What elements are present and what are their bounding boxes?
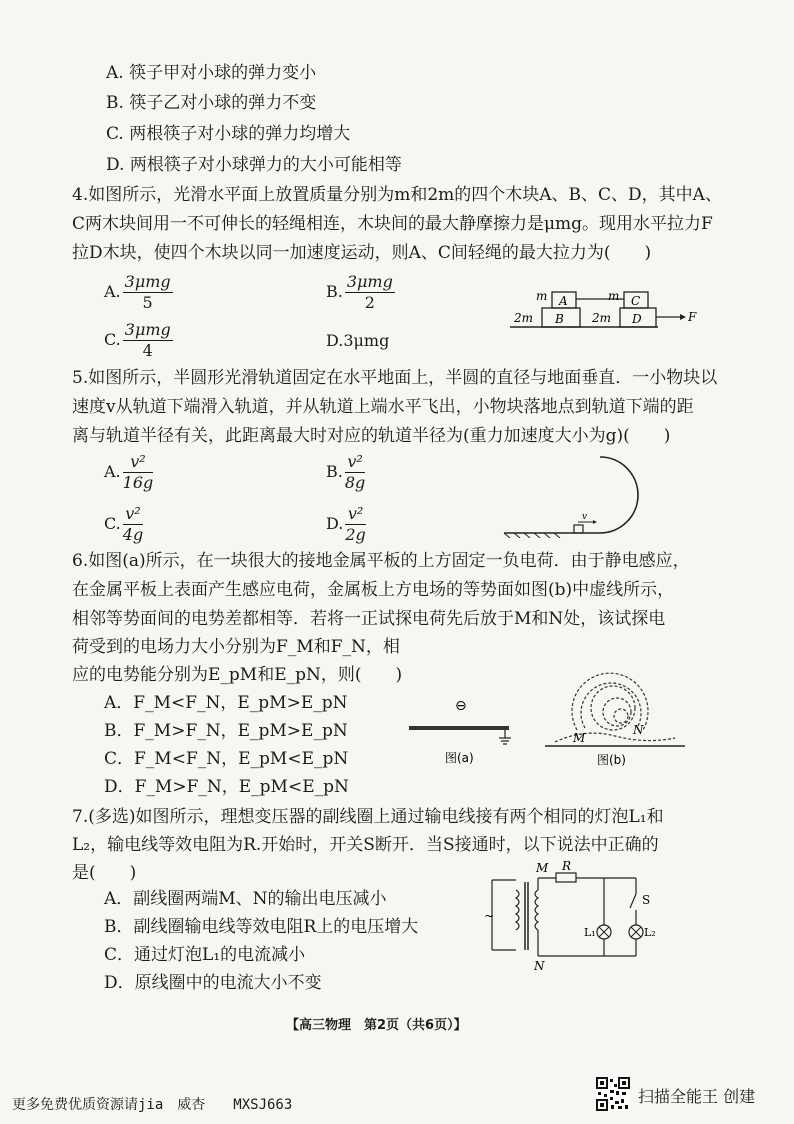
q7-label-l2: L₂	[644, 926, 656, 939]
q5-option-d-den: 2g	[345, 525, 366, 544]
q4-option-a-num: 3μmg	[124, 272, 171, 291]
q6-stem-line4: 荷受到的电场力大小分别为F_M和F_N，相	[72, 637, 400, 657]
q4-option-c	[104, 320, 173, 361]
bottom-note: 更多免费优质资源请jia 威杏 MXSJ663	[12, 1097, 293, 1113]
q7-label-s: S	[642, 893, 651, 907]
q4-option-a-frac	[123, 272, 173, 313]
q6-option-d: D．F_M>F_N，E_pM<E_pN	[104, 777, 349, 797]
q6-option-b: B．F_M>F_N，E_pM>E_pN	[104, 721, 348, 741]
q6-equipotential-inner	[614, 709, 628, 723]
q7-primary-coil	[516, 890, 519, 930]
q7-label-l1: L₁	[584, 926, 596, 939]
q5-option-a-num: v²	[123, 452, 154, 473]
q7-circuit-figure	[480, 860, 660, 975]
q5-option-b-den: 8g	[344, 473, 366, 492]
q4-option-c-label: C.	[104, 330, 121, 349]
q6-label-n: N	[633, 723, 644, 737]
q7-label-m: M	[536, 861, 549, 875]
q7-stem-line1: 7.(多选)如图所示，理想变压器的副线圈上通过输电线接有两个相同的灯泡L₁和	[72, 807, 664, 827]
q4-label-m-a: m	[536, 289, 548, 303]
q5-option-d	[326, 504, 366, 545]
q4-label-b: B	[555, 312, 564, 326]
q6-stem-line3: 相邻等势面间的电势差都相等．若将一正试探电荷先后放于M和N处，该试探电	[72, 609, 666, 629]
q6-equipotential-2	[581, 683, 641, 728]
q4-option-a	[104, 272, 173, 313]
q4-option-b-label: B.	[326, 282, 343, 301]
q6-option-a: A．F_M<F_N，E_pM>E_pN	[104, 693, 348, 713]
q7-option-b: B．副线圈输电线等效电阻R上的电压增大	[104, 917, 419, 937]
q5-track-figure	[500, 454, 640, 538]
q4-label-2m-b: 2m	[514, 311, 534, 325]
q4-option-c-den: 4	[142, 341, 153, 360]
q4-option-a-den: 5	[142, 293, 153, 312]
q7-stem-line3: 是( )	[72, 863, 137, 883]
q6-option-c: C．F_M<F_N，E_pM<E_pN	[104, 749, 349, 769]
q6-negative-charge: ⊖	[455, 698, 467, 714]
q5-label-v: v	[582, 512, 588, 522]
q3-option-b: B. 筷子乙对小球的弹力不变	[106, 93, 317, 113]
q5-stem-line1: 5.如图所示，半圆形光滑轨道固定在水平地面上，半圆的直径与地面垂直．一小物块以	[72, 368, 718, 388]
q5-stem-line2: 速度v从轨道下端滑入轨道，并从轨道上端水平飞出，小物块落地点到轨道下端的距	[72, 397, 694, 417]
q7-resistor-r	[556, 873, 576, 882]
q5-stem-line3: 离与轨道半径有关，此距离最大时对应的轨道半径为(重力加速度大小为g)( )	[72, 426, 671, 446]
q6-figure-b-label: 图(b)	[597, 753, 626, 767]
q5-option-d-num: v²	[345, 504, 365, 525]
q5-option-c-frac	[123, 504, 143, 545]
q6-equipotential-3	[591, 686, 635, 730]
q6-label-m: M	[573, 731, 586, 745]
q4-stem-line2: C两木块间用一不可伸长的轻绳相连，木块间的最大静摩擦力是μmg。现用水平拉力F	[72, 214, 713, 234]
q5-option-c-den: 4g	[122, 525, 144, 544]
q5-option-a	[104, 452, 153, 493]
q4-label-d: D	[632, 312, 642, 326]
q7-stem-line2: L₂，输电线等效电阻为R.开始时，开关S断开．当S接通时，以下说法中正确的	[72, 835, 659, 855]
page-footer: 【高三物理 第2页（共6页）】	[286, 1018, 467, 1033]
q4-option-b	[326, 272, 395, 313]
q5-option-b-label: B.	[326, 462, 343, 481]
q7-option-d: D．原线圈中的电流大小不变	[104, 973, 322, 993]
q5-option-c	[104, 504, 143, 545]
q4-option-b-den: 2	[364, 293, 375, 312]
q5-option-c-num: v²	[123, 504, 143, 525]
q4-label-c: C	[631, 294, 641, 308]
q7-label-n: N	[534, 959, 545, 973]
q6-stem-line2: 在金属平板上表面产生感应电荷，金属板上方电场的等势面如图(b)中虚线所示，	[72, 580, 675, 600]
q5-option-b-frac	[345, 452, 365, 493]
q5-option-b	[326, 452, 365, 493]
q5-option-a-den: 16g	[122, 473, 154, 492]
q6-figure-a-label: 图(a)	[445, 751, 474, 765]
q4-option-b-frac	[345, 272, 395, 313]
q4-force-arrowhead	[680, 314, 686, 320]
q6-figure-a	[405, 692, 525, 767]
q4-option-c-num: 3μmg	[124, 320, 171, 339]
q7-switch-s	[630, 894, 636, 908]
q4-label-a: A	[559, 294, 568, 308]
q5-block	[574, 525, 583, 533]
q5-option-a-label: A.	[104, 462, 121, 481]
scanner-watermark: 扫描全能王 创建	[638, 1087, 756, 1106]
q5-option-b-num: v²	[345, 452, 365, 473]
q4-label-2m-d: 2m	[592, 311, 612, 325]
q4-option-c-frac	[123, 320, 173, 361]
q6-stem-line5: 应的电势能分别为E_pM和E_pN，则( )	[72, 665, 403, 685]
q5-option-d-frac	[345, 504, 365, 545]
q4-option-b-num: 3μmg	[346, 272, 393, 291]
q4-option-a-label: A.	[104, 282, 121, 301]
q4-label-m-c: m	[608, 289, 620, 303]
q5-velocity-arrowhead	[593, 520, 597, 524]
q6-metal-plate	[409, 726, 509, 730]
q7-secondary-coil	[535, 890, 538, 930]
q6-stem-line1: 6.如图(a)所示，在一块很大的接地金属平板的上方固定一负电荷．由于静电感应，	[72, 551, 690, 571]
q4-label-f: F	[688, 310, 697, 324]
q4-stem-line3: 拉D木块，使四个木块以同一加速度运动，则A、C间轻绳的最大拉力为( )	[72, 243, 652, 263]
q4-stem-line1: 4.如图所示，光滑水平面上放置质量分别为m和2m的四个木块A、B、C、D，其中A、	[72, 185, 722, 205]
q7-label-r: R	[562, 860, 572, 873]
q6-figure-b	[545, 660, 685, 770]
q4-option-d: D.3μmg	[326, 331, 390, 350]
q3-option-c: C. 两根筷子对小球的弹力均增大	[106, 124, 351, 144]
q5-semicircle-track	[600, 457, 638, 533]
q4-blocks-figure	[508, 286, 698, 332]
q7-option-a: A．副线圈两端M、N的输出电压减小	[104, 889, 387, 909]
qr-code-icon	[596, 1077, 630, 1111]
q5-option-a-frac	[123, 452, 154, 493]
q5-option-d-label: D.	[326, 514, 344, 533]
q7-option-c: C．通过灯泡L₁的电流减小	[104, 945, 306, 965]
q3-option-a: A. 筷子甲对小球的弹力变小	[106, 63, 317, 83]
q7-ac-source: ~	[484, 909, 495, 923]
q3-option-d: D. 两根筷子对小球弹力的大小可能相等	[106, 155, 402, 175]
q5-option-c-label: C.	[104, 514, 121, 533]
